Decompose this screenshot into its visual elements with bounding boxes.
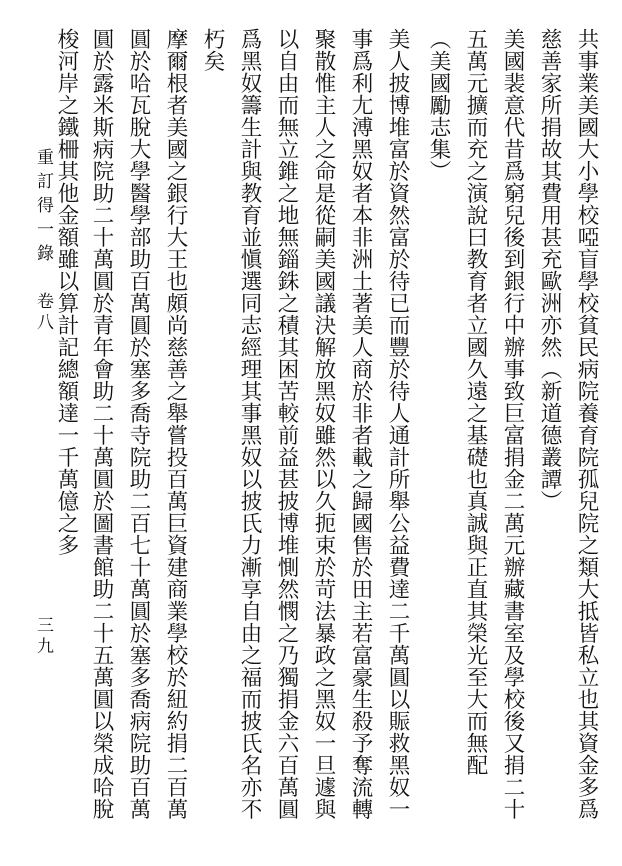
text-column: 共事業美國大小學校啞盲學校貧民病院養育院孤兒院之類大抵皆私立也其資金多爲 [574, 28, 599, 820]
text-column: 聚散惟主人之命是從嗣美國議決解放黑奴雖然以久扼束於苛法暴政之黑奴一旦遽與 [311, 28, 336, 820]
text-column: 圓於露米斯病院助二十萬圓於青年會助二十萬圓於圖書館助二十五萬圓以榮成哈脫 [89, 28, 114, 820]
page-number: 三九 [33, 616, 53, 658]
text-column: 美國裴意代昔爲窮兒後到銀行中辦事致巨富捐金二萬元辦藏書室及學校後又捐二十 [500, 28, 525, 820]
text-column: 以自由而無立錐之地無錙銖之積其困苦較前益甚披博堆惻然憫之乃獨捐金六百萬圓 [274, 28, 299, 820]
text-column: 摩爾根者美國之銀行大王也頗尚慈善之舉嘗投百萬巨資建商業學校於紐約捐二百萬 [163, 28, 188, 820]
text-column: 美人披博堆富於資然富於待已而豐於待人通計所舉公益費達二千萬圓以賑救黑奴一 [385, 28, 410, 820]
text-column: 爲黑奴籌生計與教育並愼選同志經理其事黑奴以披氏力漸享自由之福而披氏名亦不 [237, 28, 262, 820]
text-column: 梭河岸之鐵柵其他金額雖以算計記總額達一千萬億之多 [54, 28, 79, 556]
text-column: 朽矣 [200, 28, 225, 72]
text-column: （美國勵志集） [426, 28, 451, 182]
text-column: 慈善家所捐故其費用甚充歐洲亦然（新道德叢譚） [537, 28, 562, 512]
text-column: 事爲利尢溥黑奴者本非洲土著美人商於非者載之歸國售於田主若富豪生殺予奪流轉 [348, 28, 373, 820]
page-header-title: 重訂得一錄 [33, 148, 53, 268]
text-column: 五萬元擴而充之演說曰教育者立國久遠之基礎也真誠與正直其榮光至大而無配 [463, 28, 488, 776]
page-header-volume: 卷八 [33, 292, 53, 334]
text-column: 圓於哈瓦脫大學醫學部助百萬圓於塞多喬寺院助二百七十萬圓於塞多喬病院助百萬 [126, 28, 151, 820]
